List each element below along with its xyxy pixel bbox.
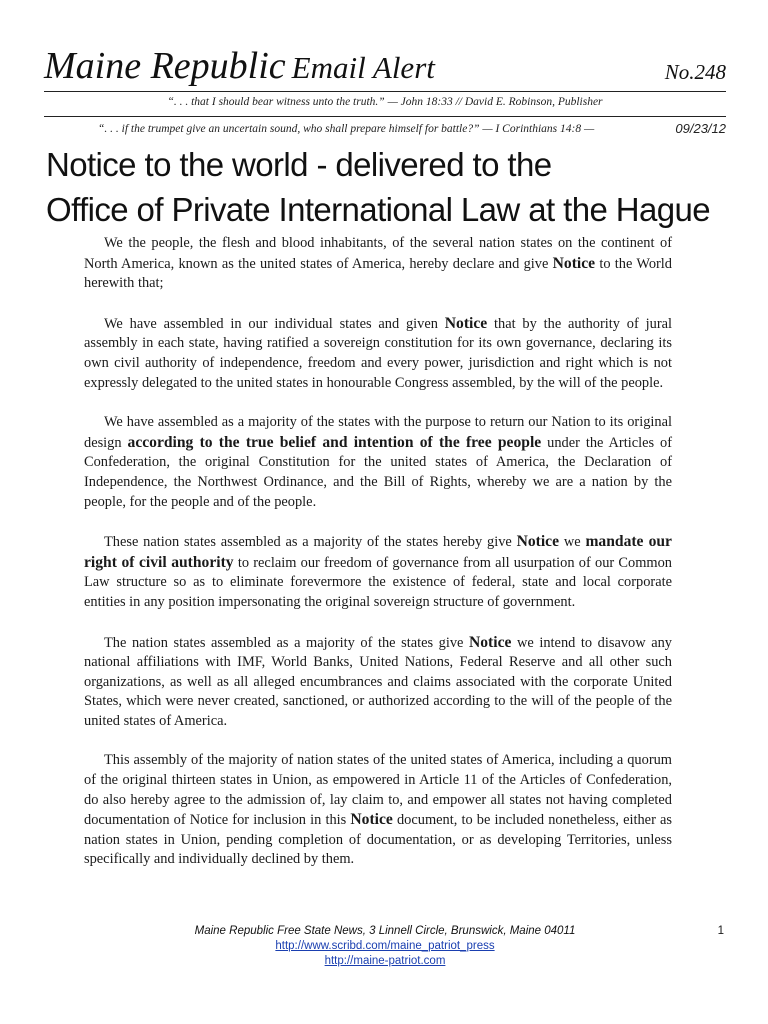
bold-phrase: according to the true belief and intention of the free people (127, 433, 542, 451)
bold-notice: Notice (444, 314, 488, 332)
text-run: we (559, 534, 586, 551)
footer-link-website[interactable]: http://maine-patriot.com (324, 955, 446, 967)
page-number: 1 (717, 925, 724, 937)
page-footer (140, 924, 630, 969)
paragraph-2 (84, 314, 672, 393)
text-run: This assembly of the majority of nation states of the united states of America, including a quorum of the original thirteen states in Union, as empowered in Article 11 of the Articles of Confederation, do also hereby agree to the admission of, lay claim to, and empower all states not having completed documentation of Notice for inclusion in this (84, 752, 672, 829)
epigraph-john: “. . . that I should bear witness unto the truth.” — John 18:33 // David E. Robinson, Publisher (167, 96, 603, 108)
issue-date: 09/23/12 (675, 121, 726, 136)
title-subtitle: Email Alert (291, 50, 435, 85)
masthead (44, 44, 726, 90)
masthead-rule-bottom (44, 116, 726, 117)
text-run: document, to be included nonetheless, either as nation states in Union, pending completion of documentation, or as developing Territories, unless specifically and individually declined by them. (84, 812, 672, 868)
footer-link-scribd[interactable]: http://www.scribd.com/maine_patriot_press (275, 940, 495, 952)
text-run: We the people, the flesh and blood inhabitants, of the several nation states on the continent of North America, known as the united states of America, hereby declare and give (84, 235, 672, 272)
paragraph-3 (84, 413, 672, 512)
text-run: We have assembled as a majority of the states with the purpose to return our Nation to its original design (84, 414, 672, 451)
paragraph-4 (84, 532, 672, 612)
epigraph-corinthians: “. . . if the trumpet give an uncertain sound, who shall prepare himself for battle?” — I Corinthians 14:8 — (98, 123, 595, 135)
masthead-rule-top (44, 91, 726, 92)
footer-address: Maine Republic Free State News, 3 Linnell Circle, Brunswick, Maine 04011 (194, 925, 576, 937)
bold-notice: Notice (350, 811, 393, 829)
newsletter-title (44, 44, 435, 90)
paragraph-5 (84, 633, 672, 732)
text-run: that by the authority of jural assembly in each state, having ratified a sovereign constitution for its own governance, declaring its own civil authority of independence, freedom and every power, jurisdiction and right which is not expressly delegated to the united states in honourable Congress assembled, by the will of the people. (84, 315, 672, 391)
text-run: under the Articles of Confederation, the original Constitution for the united states of America, the Declaration of Independence, the Northwest Ordinance, and the Bill of Rights, whereby we are a nation by the people, for the people and of the people. (84, 434, 673, 510)
bold-notice: Notice (516, 533, 560, 551)
bold-phrase: mandate our right of civil authority (84, 533, 672, 571)
text-run: We have assembled in our individual states and given (104, 315, 445, 332)
issue-number: No.248 (664, 60, 726, 84)
text-run: to reclaim our freedom of governance from all usurpation of our Common Law structure so as to eliminate forevermore the existence of federal, state and local corporate entities in any position impersonating the original sovereign structure of government. (84, 554, 672, 610)
headline-line-2: Office of Private International Law at the Hague (46, 191, 711, 228)
article-body (84, 234, 672, 890)
paragraph-6 (84, 751, 672, 870)
bold-notice: Notice (552, 254, 596, 272)
bold-notice: Notice (469, 633, 512, 651)
paragraph-1 (84, 234, 672, 294)
text-run: These nation states assembled as a majority of the states hereby give (104, 534, 517, 551)
headline-line-1: Notice to the world - delivered to the (46, 146, 552, 183)
text-run: we intend to disavow any national affiliations with IMF, World Banks, United Nations, Federal Reserve and all other such organizations, as well as all alleged encumbrances and claims associated with the corporate United States, which were never created, sanctioned, or authorized according to the will of the people of the united states of America. (84, 634, 672, 729)
article-headline (46, 142, 736, 232)
text-run: The nation states assembled as a majority of the states give (104, 634, 469, 651)
title-main: Maine Republic (44, 45, 286, 87)
text-run: to the World herewith that; (84, 255, 673, 292)
